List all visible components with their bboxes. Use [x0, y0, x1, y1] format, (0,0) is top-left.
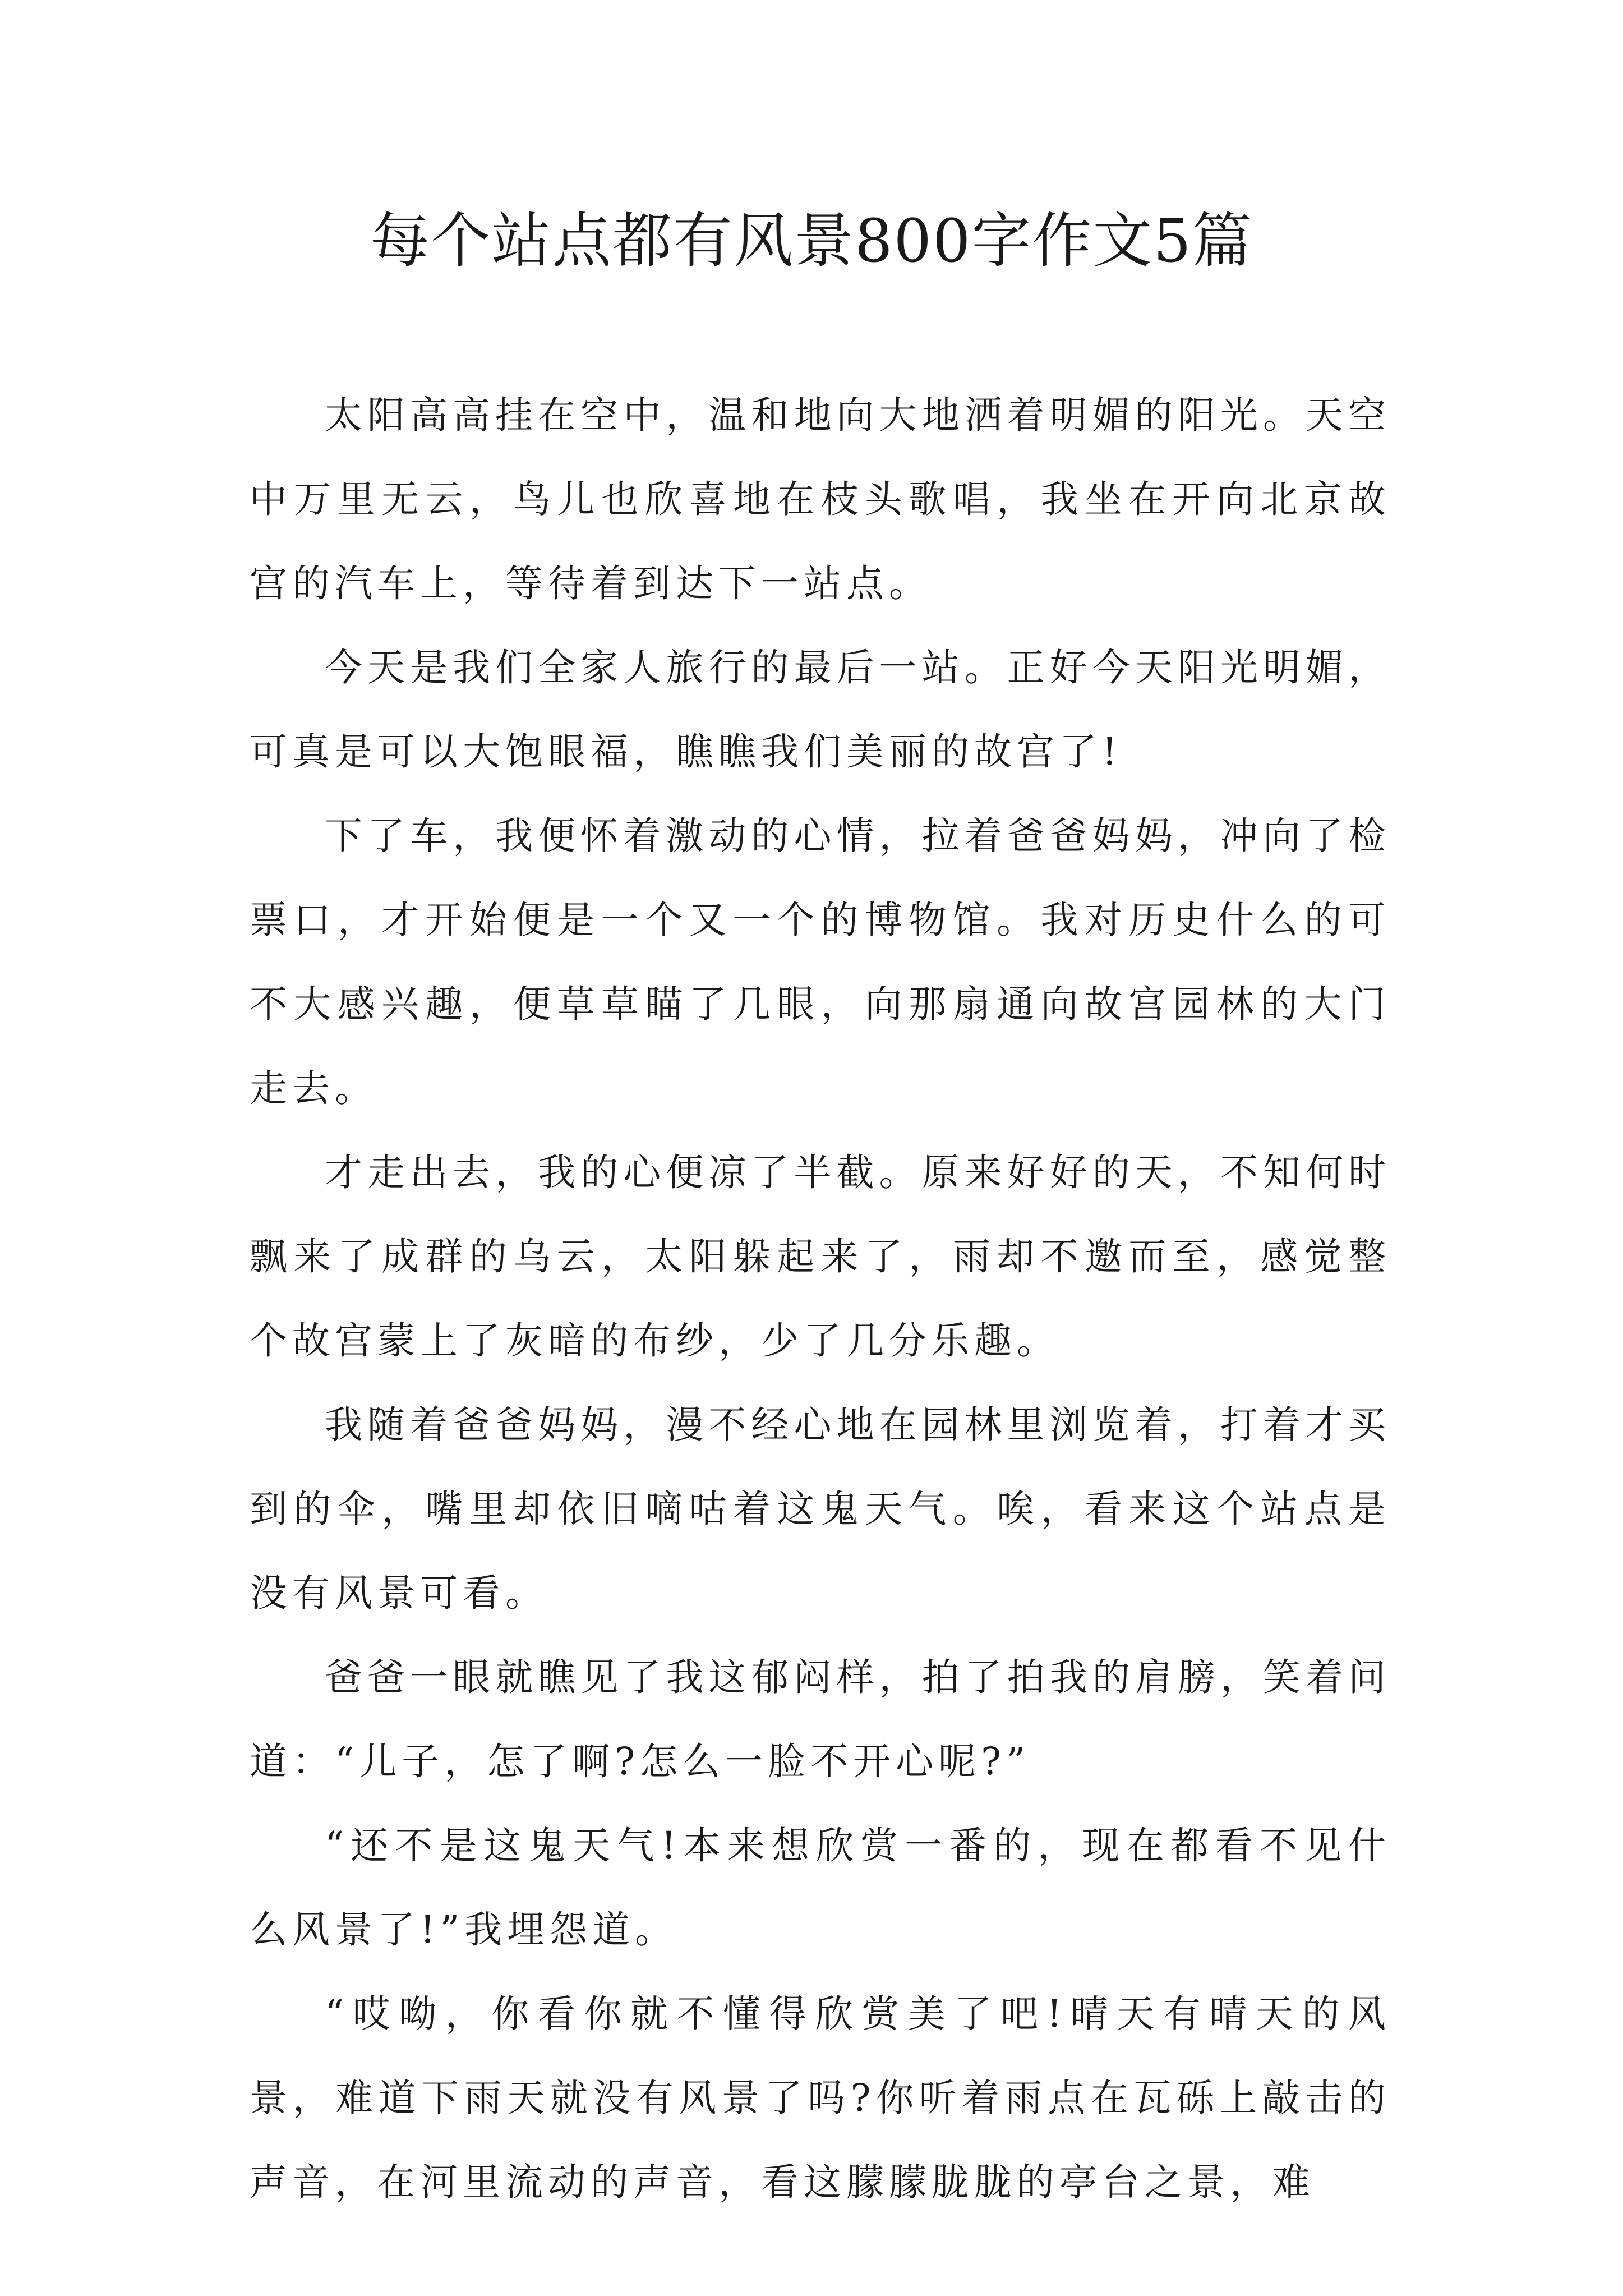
document-title: 每个站点都有风景800字作文5篇	[370, 206, 1253, 275]
paragraph: 下了车，我便怀着激动的心情，拉着爸爸妈妈，冲向了检票口，才开始便是一个又一个的博物馆。我对历史什么的可不大感兴趣，便草草瞄了几眼，向那扇通向故宫园林的大门走去。	[250, 814, 1391, 1110]
paragraph: 才走出去，我的心便凉了半截。原来好好的天，不知何时飘来了成群的乌云，太阳躲起来了，雨却不邀而至，感觉整个故宫蒙上了灰暗的布纱，少了几分乐趣。	[250, 1151, 1391, 1363]
paragraph: 今天是我们全家人旅行的最后一站。正好今天阳光明媚，可真是可以大饱眼福，瞧瞧我们美丽的故宫了!	[250, 646, 1391, 774]
document-body	[250, 373, 1391, 2224]
paragraph: 爸爸一眼就瞧见了我这郁闷样，拍了拍我的肩膀，笑着问道：“儿子，怎了啊?怎么一脸不开心呢?”	[250, 1655, 1391, 1783]
paragraph: 我随着爸爸妈妈，漫不经心地在园林里浏览着，打着才买到的伞，嘴里却依旧嘀咕着这鬼天气。唉，看来这个站点是没有风景可看。	[250, 1403, 1391, 1615]
paragraph: “还不是这鬼天气!本来想欣赏一番的，现在都看不见什么风景了!”我埋怨道。	[250, 1824, 1391, 1952]
paragraph: “哎呦，你看你就不懂得欣赏美了吧!晴天有晴天的风景，难道下雨天就没有风景了吗?你听着雨点在瓦砾上敲击的声音，在河里流动的声音，看这朦朦胧胧的亭台之景，难	[250, 1992, 1391, 2204]
paragraph: 太阳高高挂在空中，温和地向大地洒着明媚的阳光。天空中万里无云，鸟儿也欣喜地在枝头歌唱，我坐在开向北京故宫的汽车上，等待着到达下一站点。	[250, 393, 1391, 605]
